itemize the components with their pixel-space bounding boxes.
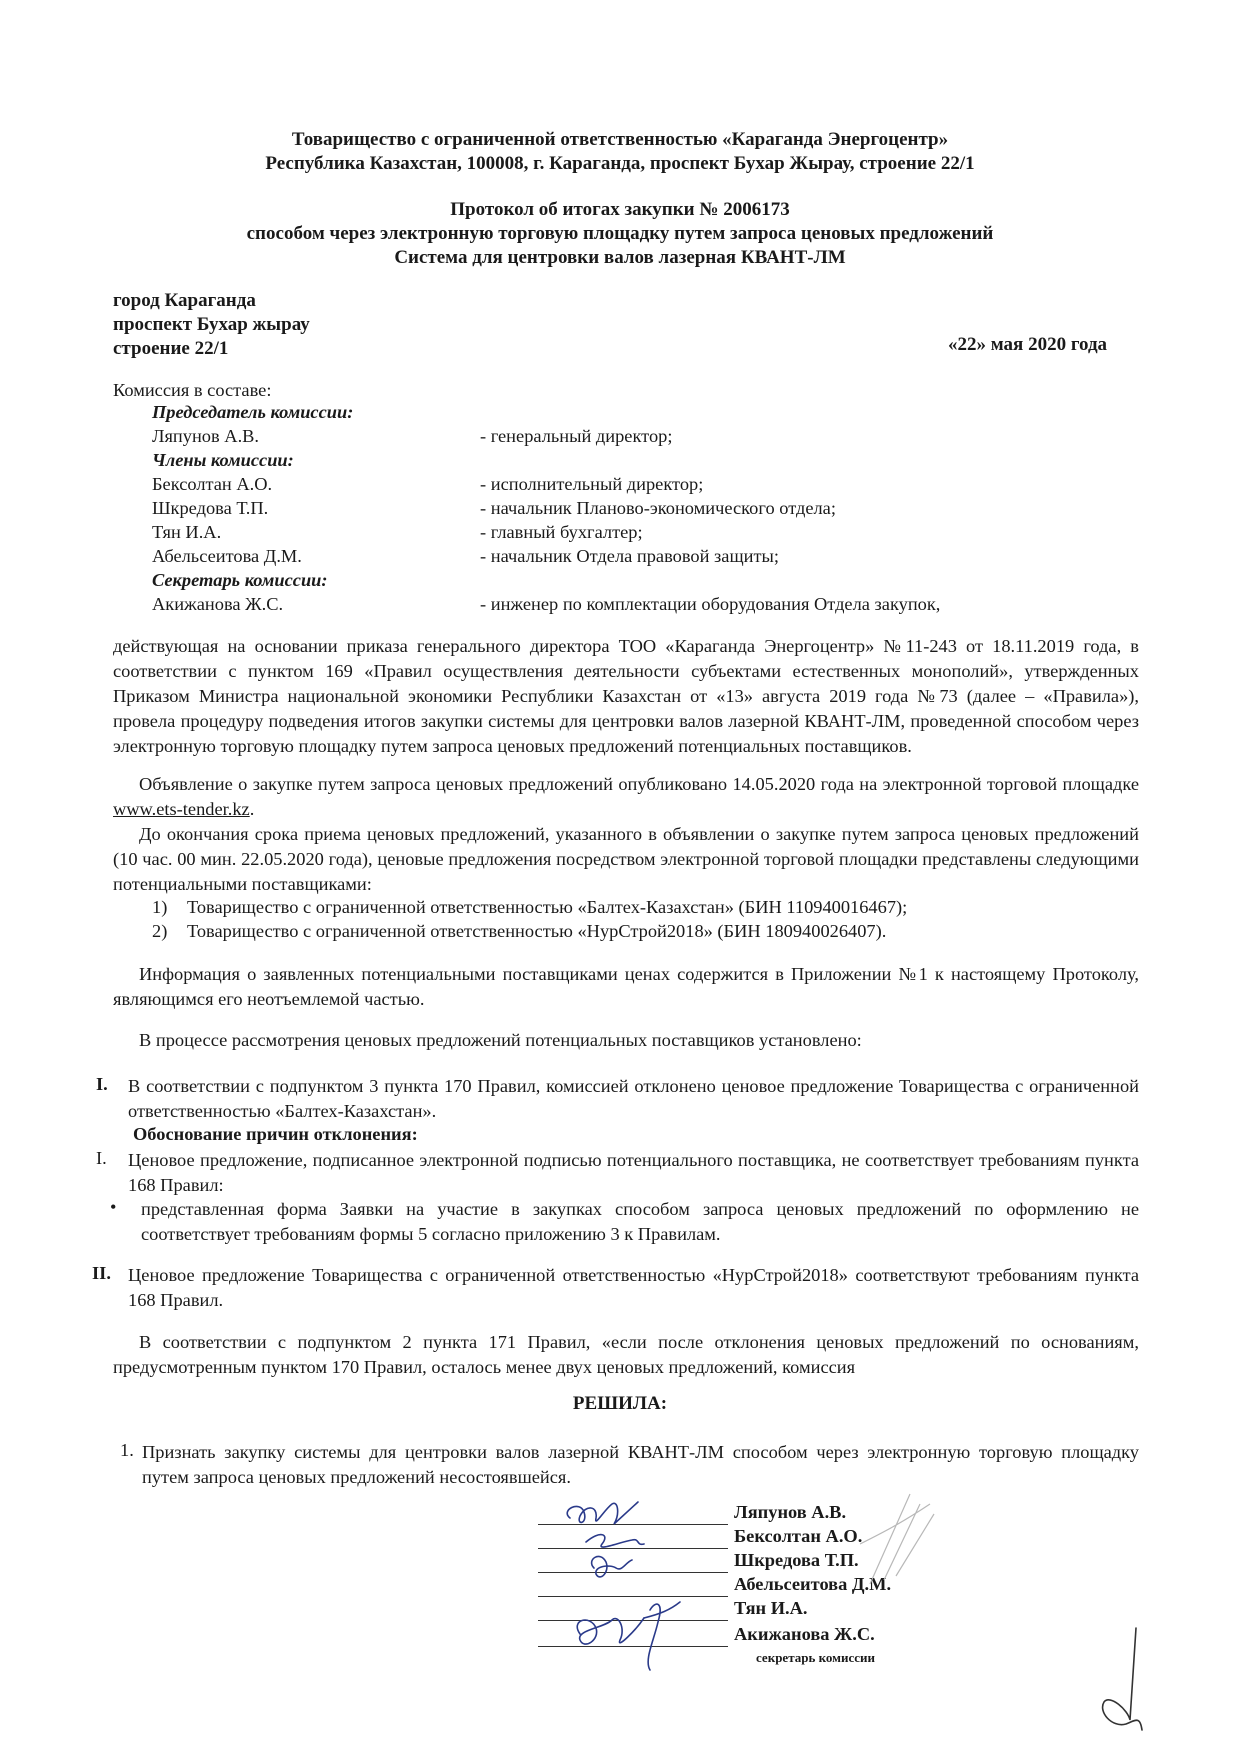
item-one-bullet-text: представленная форма Заявки на участие в закупках способом запроса ценовых предложений по оформлению не соответствует требованиям формы 5 согласно приложению 3 к Правилам. [141,1199,1139,1244]
paragraph-announcement [113,772,1139,822]
document-date: «22» мая 2020 года [948,334,1108,355]
supplier-number: 1) [152,897,168,917]
signatory-name: Бексолтан А.О. [734,1526,863,1546]
item-one-sub-text: Ценовое предложение, подписанное электронной подписью потенциального поставщика, не соответствует требованиям пункта 168 Правил: [128,1150,1139,1195]
chair-name: Ляпунов А.В. [152,426,260,446]
faint-signature-mark [850,1484,950,1594]
paragraph-rule-171: В соответствии с подпунктом 2 пункта 171 Правил, «если после отклонения ценовых предложений по основаниям, предусмотренным пунктом 170 Правил, осталось менее двух ценовых предложений, комиссия [113,1332,1139,1377]
signatory-name: Тян И.А. [734,1598,808,1618]
place-street: проспект Бухар жырау [113,314,310,335]
member-role: - исполнительный директор; [480,474,704,494]
supplier-item: Товарищество с ограниченной ответственностью «НурСтрой2018» (БИН 180940026407). [187,921,887,941]
member-name: Шкредова Т.П. [152,498,269,518]
place-building: строение 22/1 [113,338,229,359]
secretary-role: - инженер по комплектации оборудования Отдела закупок, [480,594,941,614]
signatory-name: Ляпунов А.В. [734,1502,847,1522]
method-line: способом через электронную торговую площадку путем запроса ценовых предложений [246,223,994,244]
member-name: Тян И.А. [152,522,222,542]
ets-tender-link[interactable]: www.ets-tender.kz [113,799,250,819]
secretary-name: Акижанова Ж.С. [152,594,284,614]
member-name: Абельсеитова Д.М. [152,546,302,566]
paragraph-basis: действующая на основании приказа генерального директора ТОО «Караганда Энергоцентр» №11-243 от 18.11.2019 года, в соответствии с пунктом 169 «Правил осуществления деятельности субъектами естественных монополий», утвержденных Приказом Министра национальной экономики Республики Казахстан от «13» августа 2019 года №73 (далее – «Правила»), провела процедуру подведения итогов закупки системы для центровки валов лазерной КВАНТ-ЛМ, проведенной способом через электронную торговую площадку путем запроса ценовых предложений потенциальных поставщиков. [113,636,1139,756]
member-role: - главный бухгалтер; [480,522,643,542]
protocol-title: Протокол об итогах закупки № 2006173 [450,199,790,220]
subject-line: Система для центровки валов лазерная КВАНТ-ЛМ [394,247,846,268]
announcement-text: Объявление о закупке путем запроса ценовых предложений опубликовано 14.05.2020 года на электронной торговой площадке [139,774,1139,794]
bullet-icon: • [110,1197,117,1217]
commission-intro: Комиссия в составе: [113,380,272,400]
signatory-name: Абельсеитова Д.М. [734,1574,892,1594]
secretary-heading: Секретарь комиссии: [152,570,328,590]
paragraph-deadline: До окончания срока приема ценовых предложений, указанного в объявлении о закупке путем запроса ценовых предложений (10 час. 00 мин. 22.05.2020 года), ценовые предложения посредством электронной торговой площадки представлены следующими потенциальными поставщиками: [113,824,1139,894]
item-two-text: Ценовое предложение Товарищества с ограниченной ответственностью «НурСтрой2018» соответствуют требованиям пункта 168 Правил. [128,1265,1139,1310]
item-two-marker: II. [92,1263,111,1283]
member-role: - начальник Отдела правовой защиты; [480,546,779,566]
announcement-end: . [249,799,255,819]
decided-heading: РЕШИЛА: [572,1393,668,1414]
members-heading: Члены комиссии: [152,450,294,470]
item-one-text: В соответствии с подпунктом 3 пункта 170 Правил, комиссией отклонено ценовое предложение Товарищества с ограниченной ответственностью «Балтех-Казахстан». [128,1076,1139,1121]
paragraph-established: В процессе рассмотрения ценовых предложений потенциальных поставщиков установлено: [139,1030,862,1050]
member-name: Бексолтан А.О. [152,474,273,494]
margin-initial-mark [1080,1620,1160,1740]
decision-text: Признать закупку системы для центровки валов лазерной КВАНТ-ЛМ способом через электронную торговую площадку путем запроса ценовых предложений несостоявшейся. [142,1442,1139,1487]
decision-number: 1. [120,1440,134,1460]
item-one-marker: I. [96,1074,108,1094]
secretary-caption: секретарь комиссии [756,1650,876,1665]
handwritten-signatures [540,1490,740,1690]
member-role: - начальник Планово-экономического отдела; [480,498,836,518]
chair-role: - генеральный директор; [480,426,673,446]
chair-heading: Председатель комиссии: [152,402,354,422]
paragraph-annex: Информация о заявленных потенциальными поставщиками ценах содержится в Приложении №1 к настоящему Протоколу, являющимся его неотъемлемой частью. [113,964,1139,1009]
supplier-item: Товарищество с ограниченной ответственностью «Балтех-Казахстан» (БИН 110940016467); [187,897,908,917]
signatory-name: Шкредова Т.П. [734,1550,859,1570]
place-city: город Караганда [113,290,256,311]
supplier-number: 2) [152,921,168,941]
rejection-reason-heading: Обоснование причин отклонения: [133,1124,418,1144]
signatory-name: Акижанова Ж.С. [734,1624,875,1644]
address-line: Республика Казахстан, 100008, г. Караганда, проспект Бухар Жырау, строение 22/1 [265,153,975,174]
item-one-sub-marker: I. [96,1148,107,1168]
org-line: Товарищество с ограниченной ответственностью «Караганда Энергоцентр» [291,129,949,150]
